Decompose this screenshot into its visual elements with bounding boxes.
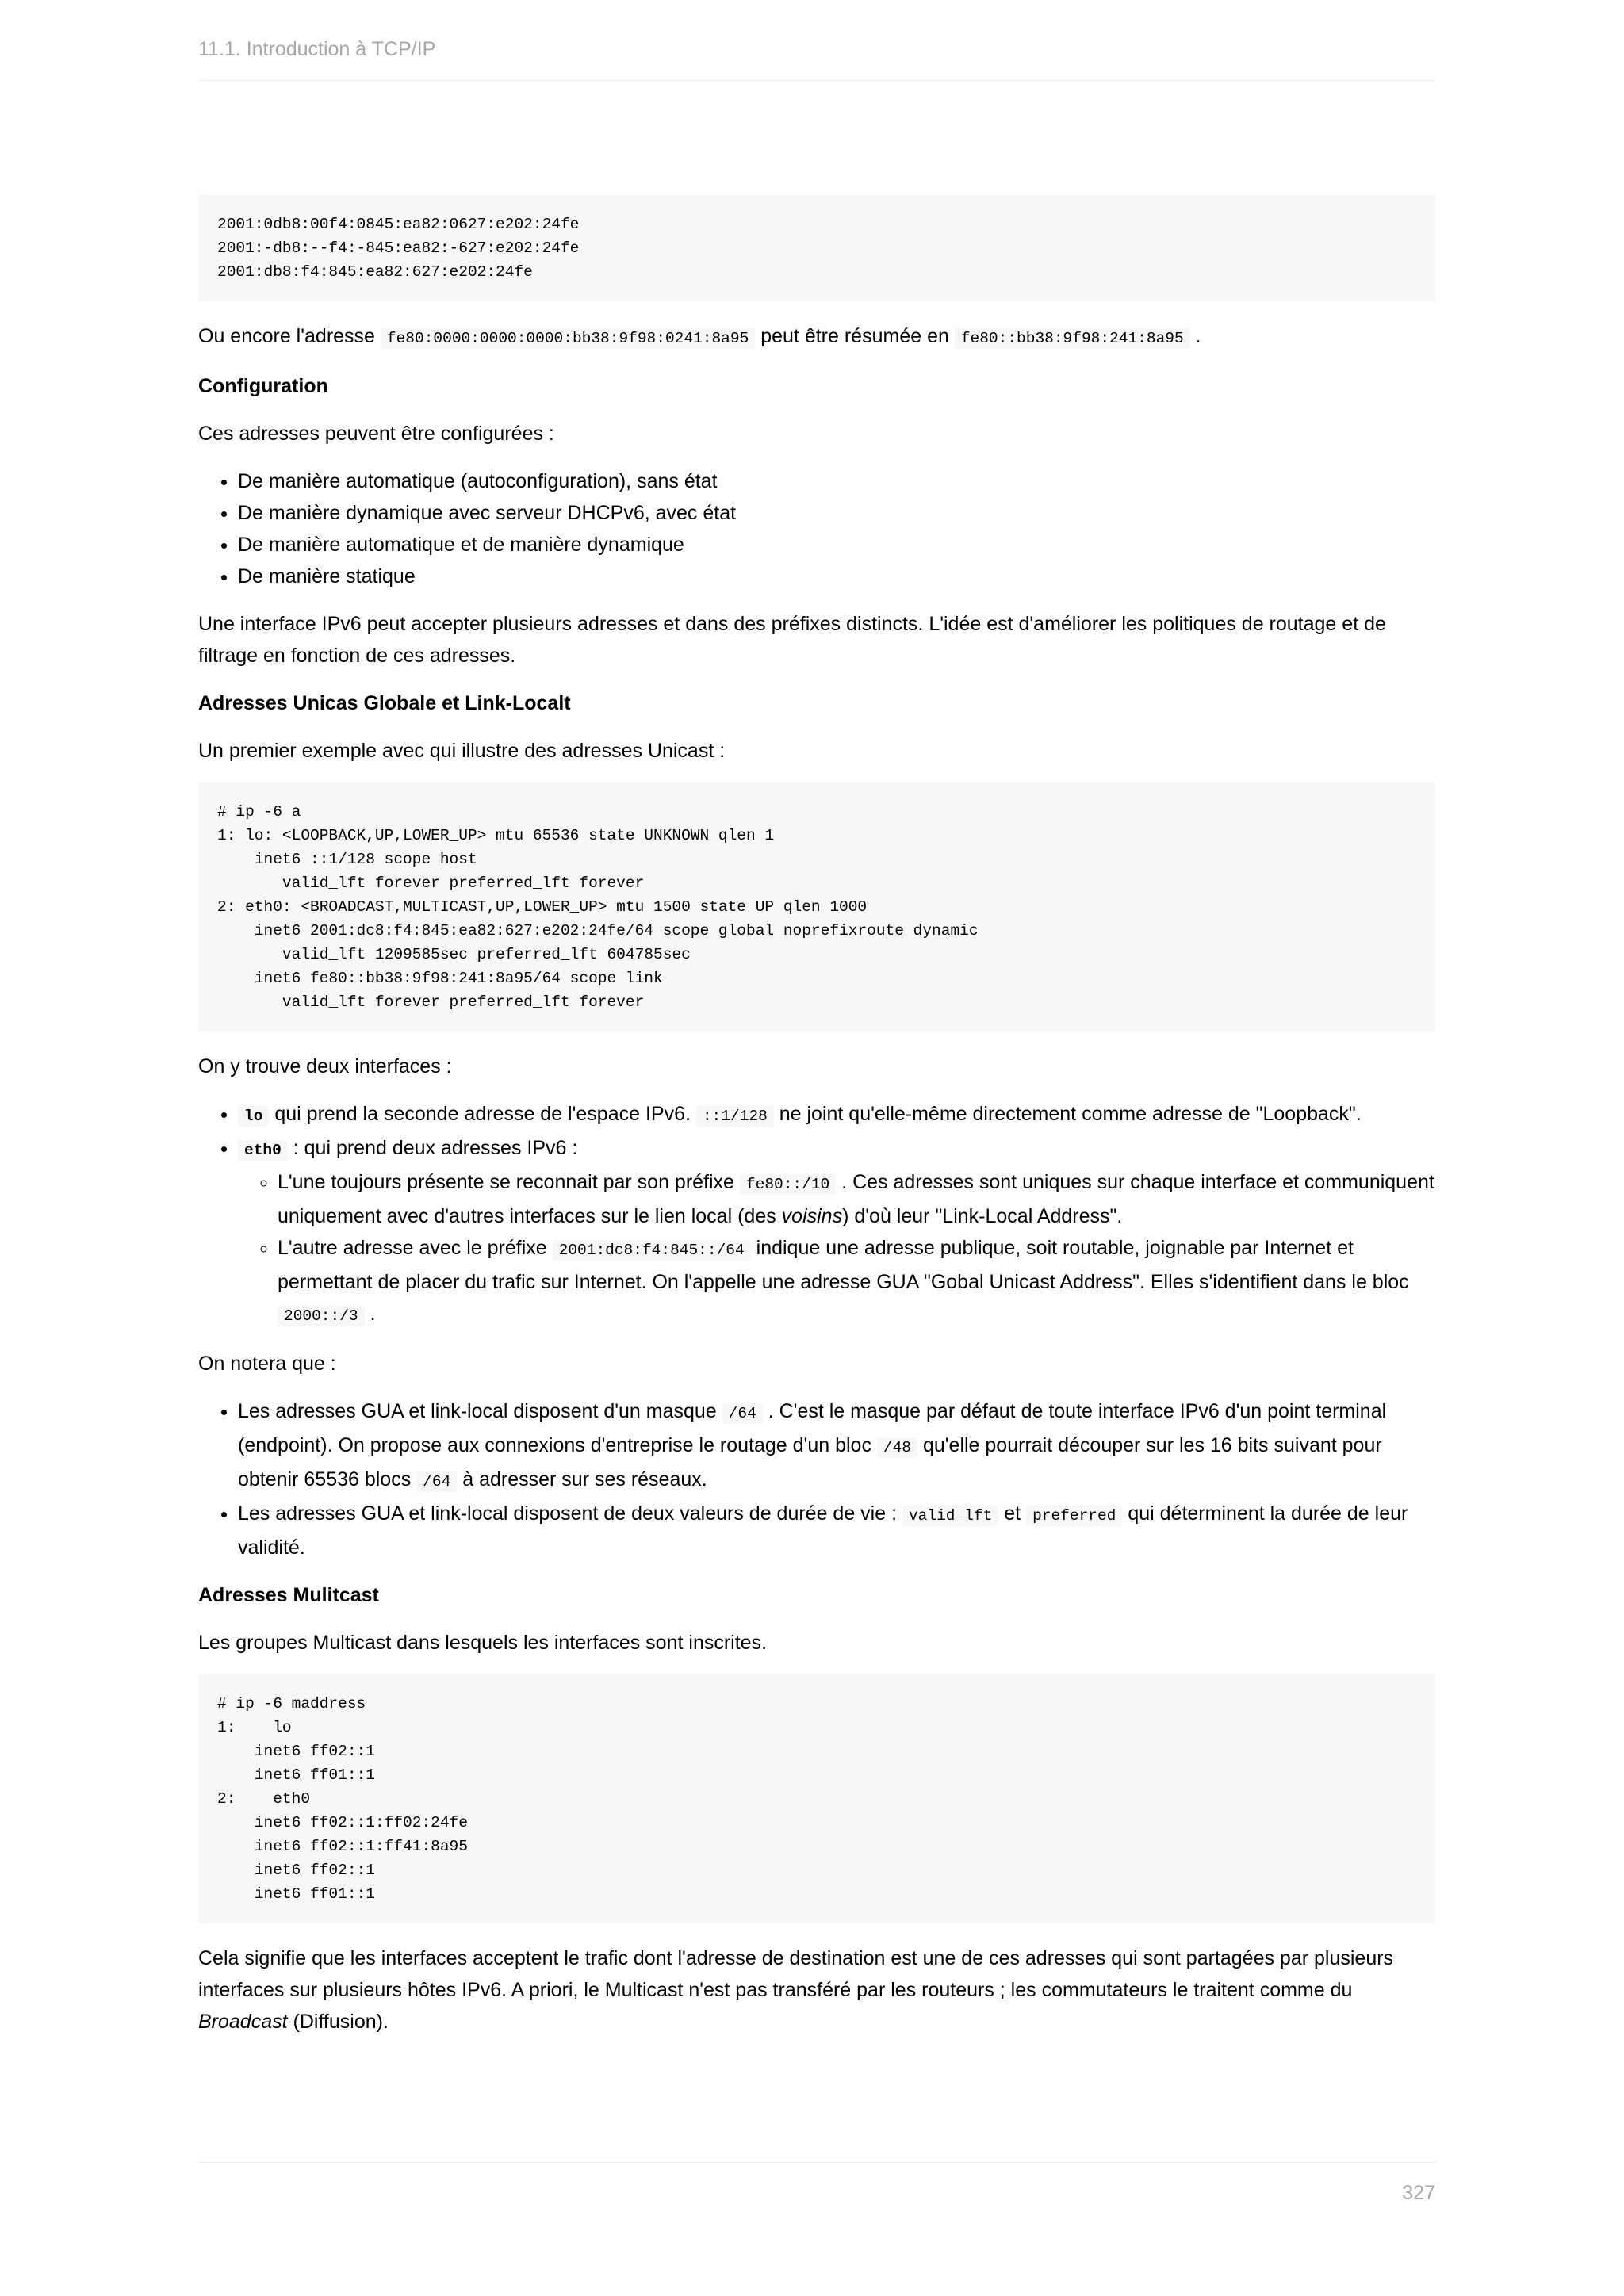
eth0-sublist <box>238 1166 1435 1332</box>
page-number: 327 <box>1402 2182 1435 2204</box>
code-block-address-forms: 2001:0db8:00f4:0845:ea82:0627:e202:24fe 2001:-db8:--f4:-845:ea82:-627:e202:24fe 2001:db8:f4:845:ea82:627:e202:24fe <box>198 195 1435 301</box>
list-item: • De manière automatique et de manière dynamique <box>238 529 1435 561</box>
inline-code-eth0: eth0 <box>238 1140 288 1161</box>
code-block-ip-a: # ip -6 a 1: lo: <LOOPBACK,UP,LOWER_UP> mtu 65536 state UNKNOWN qlen 1 inet6 ::1/128 scope host valid_lft forever preferred_lft forever 2: eth0: <BROADCAST,MULTICAST,UP,LOWER_UP> mtu 1500 state UP qlen 1000 inet6 2001:dc8:f4:845:ea82:627:e202:24fe/64 scope global noprefixroute dynamic valid_lft 1209585sec preferred_lft 604785sec inet6 fe80::bb38:9f98:241:8a95/64 scope link valid_lft forever preferred_lft forever <box>198 783 1435 1031</box>
list-item: • De manière dynamique avec serveur DHCPv6, avec état <box>238 497 1435 529</box>
paragraph-two-interfaces: On y trouve deux interfaces : <box>198 1055 452 1077</box>
inline-code-valid-lft: valid_lft <box>902 1506 998 1526</box>
list-item-lo: • lo qui prend la seconde adresse de l'espace IPv6. ::1/128 ne joint qu'elle-même directement comme adresse de "Loopback". <box>238 1098 1435 1132</box>
inline-code-2000-block: 2000::/3 <box>278 1306 365 1326</box>
code-block-maddress: # ip -6 maddress 1: lo inet6 ff02::1 inet6 ff01::1 2: eth0 inet6 ff02::1:ff02:24fe inet6 ff02::1:ff41:8a95 inet6 ff02::1 inet6 ff01::1 <box>198 1674 1435 1923</box>
note-list <box>198 1395 1435 1563</box>
inline-code-mask-48: /48 <box>877 1437 917 1458</box>
inline-code-lo: lo <box>238 1106 269 1127</box>
running-header: 11.1. Introduction à TCP/IP <box>198 38 436 60</box>
list-item: • Les adresses GUA et link-local disposent de deux valeurs de durée de vie : valid_lft et preferred qui déterminent la durée de leur validité. <box>238 1498 1435 1563</box>
paragraph-config-intro: Ces adresses peuvent être configurées : <box>198 423 554 445</box>
interfaces-list <box>198 1098 1435 1332</box>
list-item-link-local: ◦ L'une toujours présente se reconnait par son préfixe fe80::/10 . Ces adresses sont uniques sur chaque interface et communiquent uniquement avec d'autres interfaces sur le lien local (des voisins) d'où leur "Link-Local Address". <box>278 1166 1435 1232</box>
inline-code-preferred: preferred <box>1026 1506 1122 1526</box>
heading-configuration: Configuration <box>198 375 328 397</box>
paragraph-multicast-intro: Les groupes Multicast dans lesquels les interfaces sont inscrites. <box>198 1632 768 1654</box>
heading-multicast: Adresses Mulitcast <box>198 1584 379 1606</box>
paragraph-address-example: Ou encore l'adresse fe80:0000:0000:0000:bb38:9f98:0241:8a95 peut être résumée en fe80::bb38:9f98:241:8a95 . <box>198 325 1201 347</box>
config-list <box>198 465 1435 592</box>
inline-code-gua-prefix: 2001:dc8:f4:845::/64 <box>553 1240 751 1261</box>
paragraph-unicast-intro: Un premier exemple avec qui illustre des adresses Unicast : <box>198 740 726 762</box>
header-divider <box>198 80 1435 81</box>
inline-code-full-address: fe80:0000:0000:0000:bb38:9f98:0241:8a95 <box>381 328 755 349</box>
paragraph-conclusion: Cela signifie que les interfaces acceptent le trafic dont l'adresse de destination est une de ces adresses qui sont partagées par plusieurs interfaces sur plusieurs hôtes IPv6. A priori, le Multicast n'est pas transféré par les routeurs ; les commutateurs le traitent comme du Broadcast (Diffusion). <box>198 1947 1394 2033</box>
inline-code-loopback: ::1/128 <box>696 1106 774 1127</box>
inline-code-short-address: fe80::bb38:9f98:241:8a95 <box>955 328 1190 349</box>
list-item: • De manière automatique (autoconfiguration), sans état <box>238 465 1435 497</box>
footer-divider <box>198 2162 1435 2163</box>
inline-code-mask-64: /64 <box>722 1403 763 1424</box>
list-item-gua: ◦ L'autre adresse avec le préfixe 2001:dc8:f4:845::/64 indique une adresse publique, soit routable, joignable par Internet et permettant de placer du trafic sur Internet. On l'appelle une adresse GUA "Gobal Unicast Address". Elles s'identifient dans le bloc 2000::/3 . <box>278 1232 1435 1332</box>
paragraph-interface: Une interface IPv6 peut accepter plusieurs adresses et dans des préfixes distincts. L'idée est d'améliorer les politiques de routage et de filtrage en fonction de ces adresses. <box>198 613 1386 667</box>
paragraph-note: On notera que : <box>198 1353 336 1375</box>
page-content <box>198 195 1435 2053</box>
list-item: • Les adresses GUA et link-local disposent d'un masque /64 . C'est le masque par défaut de toute interface IPv6 d'un point terminal (endpoint). On propose aux connexions d'entreprise le routage d'un bloc /48 qu'elle pourrait découper sur les 16 bits suivant pour obtenir 65536 blocs /64 à adresser sur ses réseaux. <box>238 1395 1435 1498</box>
list-item-eth0: • eth0 : qui prend deux adresses IPv6 : ◦ L'une toujours présente se reconnait par son préfixe fe80::/10 . Ces adresses sont uniques sur chaque interface et communiquent uniquement avec d'autres interfaces sur le lien local (des voisins) d'où leur "Link-Local Address". ◦ L'autre adresse avec le préfixe 2001:dc8:f4:845::/64 indique une adresse publique, soit routable, joignable par Internet et permettant de placer du trafic sur Internet. On l'appelle une adresse GUA "Gobal Unicast Address". Elles s'identifient dans le bloc 2000::/3 . <box>238 1132 1435 1332</box>
inline-code-mask-64: /64 <box>416 1471 457 1492</box>
inline-code-fe80-prefix: fe80::/10 <box>740 1174 836 1195</box>
heading-unicast: Adresses Unicas Globale et Link-Localt <box>198 692 571 714</box>
list-item: • De manière statique <box>238 561 1435 592</box>
